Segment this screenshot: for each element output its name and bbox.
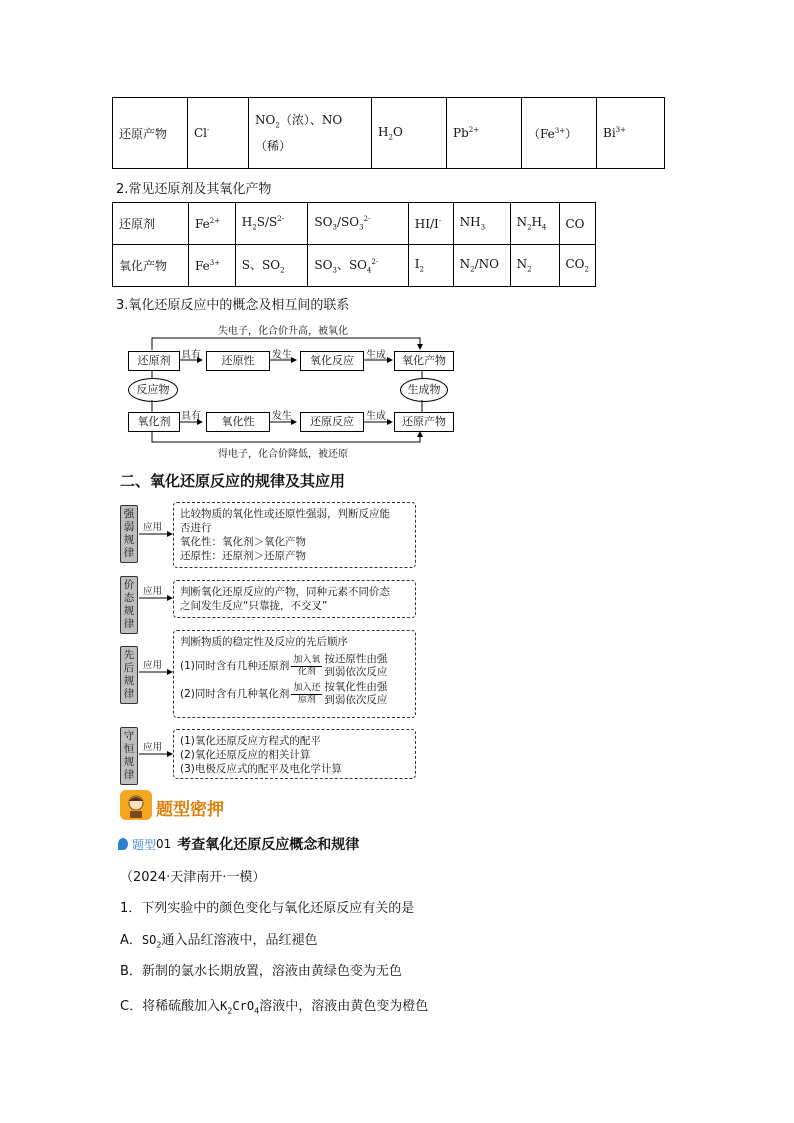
option-a-chem: SO bbox=[141, 933, 157, 947]
option-a-text: 通入品红溶液中，品红褪色 bbox=[161, 933, 318, 948]
rule3-a-post2: 到弱依次反应 bbox=[324, 666, 388, 678]
oxidizability-box: 氧化性 bbox=[206, 412, 270, 432]
option-b: B．新制的氯水长期放置，溶液由黄绿色变为无色 bbox=[120, 964, 402, 979]
rule-box-strength bbox=[173, 502, 416, 568]
question-type-badge bbox=[120, 790, 232, 820]
cell-h2o-b: O bbox=[392, 124, 403, 139]
topic-prefix: 题型 bbox=[132, 837, 157, 852]
rule2-line: 判断氧化还原反应的产物，同种元素不同价态 bbox=[180, 586, 390, 598]
oxidant-box: 氧化剂 bbox=[128, 412, 180, 432]
rule3-item-a bbox=[180, 653, 409, 679]
apply-label-3: 应用 bbox=[143, 660, 163, 671]
rule1-line: 比较物质的氧化性或还原性强弱，判断反应能 bbox=[180, 508, 390, 520]
rule3-b-post1: 按氧化性由强 bbox=[324, 681, 388, 693]
cell-no2-b: （浓）、NO bbox=[279, 113, 343, 128]
occurs-label: 发生 bbox=[272, 350, 292, 361]
rule4-line: (3)电极反应式的配平及电化学计算 bbox=[180, 763, 342, 775]
rule3-a-bot: 化剂 bbox=[297, 666, 316, 677]
rule3-item-b bbox=[180, 681, 409, 707]
rule-box-valence bbox=[173, 580, 416, 618]
cell-cl: Cl bbox=[194, 126, 208, 140]
oxidation-reaction-box: 氧化反应 bbox=[300, 351, 364, 371]
row1-label: 还原剂 bbox=[113, 203, 189, 245]
reduction-product-table: 还原产物 Cl- $NO_2$（浓）、NO （稀） $H_2O$ $Pb^{2+}$ $(Fe^{3+})$ $Bi^{3+}$ bbox=[112, 97, 665, 169]
rule1-line: 否进行 bbox=[180, 522, 212, 534]
reactants-ellipse: 反应物 bbox=[128, 378, 178, 402]
oxidation-product-box: 氧化产物 bbox=[394, 351, 454, 371]
rule4-line: (2)氧化还原反应的相关计算 bbox=[180, 749, 311, 761]
section-3-title: 3.氧化还原反应中的概念及相互间的联系 bbox=[116, 298, 350, 313]
reduction-reaction-box: 还原反应 bbox=[300, 412, 364, 432]
rule3-head: 判断物质的稳定性及反应的先后顺序 bbox=[180, 636, 348, 648]
cell-fe: （Fe bbox=[528, 126, 555, 141]
cell-no2-c: （稀） bbox=[255, 138, 292, 153]
topic-num: 01 bbox=[156, 837, 172, 851]
generates-label: 生成 bbox=[366, 350, 386, 361]
has-label-2: 具有 bbox=[181, 411, 201, 422]
topic-title: 考查氧化还原反应概念和规律 bbox=[177, 837, 360, 853]
reducer-table: 还原剂 $Fe^{2+}$ $H_2S/S^{2-}$ $SO_3/SO_3^{2-}$ HI/I- $NH_3$ $N_2H_4$ CO 氧化产物 $Fe^{3+}$ S、$SO_2$ $SO_3$、$SO_4^{2-}$ $I_2$ $N_2/NO$ $N_2$ $CO_2$ bbox=[112, 202, 596, 287]
row-label: 还原产物 bbox=[113, 98, 188, 169]
option-c: C．将稀硫酸加入$K_2CrO_4$溶液中，溶液由黄色变为橙色 bbox=[120, 999, 429, 1016]
rule-tag-strength: 强弱规律 bbox=[120, 505, 138, 563]
cell-pb: Pb bbox=[453, 126, 469, 140]
option-c-chem: K bbox=[220, 999, 228, 1013]
question-source: （2024·天津南开·一模） bbox=[120, 870, 266, 885]
rule2-line: 之间发生反应“只靠拢，不交叉” bbox=[180, 600, 328, 612]
option-a: A．$SO_2$通入品红溶液中，品红褪色 bbox=[120, 933, 318, 950]
cell-h2o: H bbox=[378, 124, 389, 139]
teacher-icon bbox=[120, 790, 152, 820]
rule3-a-top: 加入氧 bbox=[293, 654, 321, 665]
option-c-chem2: CrO bbox=[232, 999, 255, 1013]
rule3-b-pre: (2)同时含有几种氧化剂 bbox=[180, 688, 290, 700]
apply-label-4: 应用 bbox=[143, 742, 163, 753]
rule3-a-condition bbox=[291, 655, 322, 678]
rule-tag-order: 先后规律 bbox=[120, 646, 138, 704]
rule3-b-bot: 原剂 bbox=[297, 694, 316, 705]
apply-label-2: 应用 bbox=[143, 586, 163, 597]
row2-label: 氧化产物 bbox=[113, 245, 189, 287]
topic-heading bbox=[118, 834, 359, 854]
option-c-text: 溶液中，溶液由黄色变为橙色 bbox=[259, 999, 429, 1014]
rule3-b-condition bbox=[291, 683, 322, 706]
reducer-box: 还原剂 bbox=[128, 351, 180, 371]
rule3-b-top: 加入还 bbox=[293, 682, 321, 693]
question-stem: 1．下列实验中的颜色变化与氧化还原反应有关的是 bbox=[120, 901, 415, 916]
apply-label-1: 应用 bbox=[143, 522, 163, 533]
reduction-product-box: 还原产物 bbox=[394, 412, 454, 432]
rule-box-conservation bbox=[173, 729, 416, 779]
rule-box-order bbox=[173, 630, 416, 718]
cell-bi: Bi bbox=[603, 126, 616, 140]
rule3-b-post2: 到弱依次反应 bbox=[324, 694, 388, 706]
reducibility-box: 还原性 bbox=[206, 351, 270, 371]
rule-tag-conservation: 守恒规律 bbox=[120, 727, 138, 785]
section-two-title: 二、氧化还原反应的规律及其应用 bbox=[120, 472, 346, 490]
products-ellipse: 生成物 bbox=[400, 378, 448, 402]
rule3-a-pre: (1)同时含有几种还原剂 bbox=[180, 660, 290, 672]
rule3-a-post1: 按还原性由强 bbox=[324, 653, 388, 665]
cell-no2: NO bbox=[255, 113, 276, 128]
rule1-line: 还原性：还原剂＞还原产物 bbox=[180, 550, 306, 562]
has-label: 具有 bbox=[181, 350, 201, 361]
option-a-label: A． bbox=[120, 933, 142, 948]
option-c-label: C．将稀硫酸加入 bbox=[120, 999, 221, 1014]
pin-icon bbox=[118, 838, 128, 850]
rule1-line: 氧化性：氧化剂＞氧化产物 bbox=[180, 536, 306, 548]
rule4-line: (1)氧化还原反应方程式的配平 bbox=[180, 735, 321, 747]
bottom-label: 得电子，化合价降低，被还原 bbox=[218, 449, 348, 460]
section-2-title: 2.常见还原剂及其氧化产物 bbox=[116, 182, 272, 197]
generates-label-2: 生成 bbox=[366, 411, 386, 422]
top-label: 失电子，化合价升高，被氧化 bbox=[218, 326, 348, 337]
occurs-label-2: 发生 bbox=[272, 411, 292, 422]
rule-tag-valence: 价态规律 bbox=[120, 576, 138, 634]
cell-fe-b: ） bbox=[565, 126, 578, 141]
badge-text: 题型密押 bbox=[156, 800, 224, 820]
